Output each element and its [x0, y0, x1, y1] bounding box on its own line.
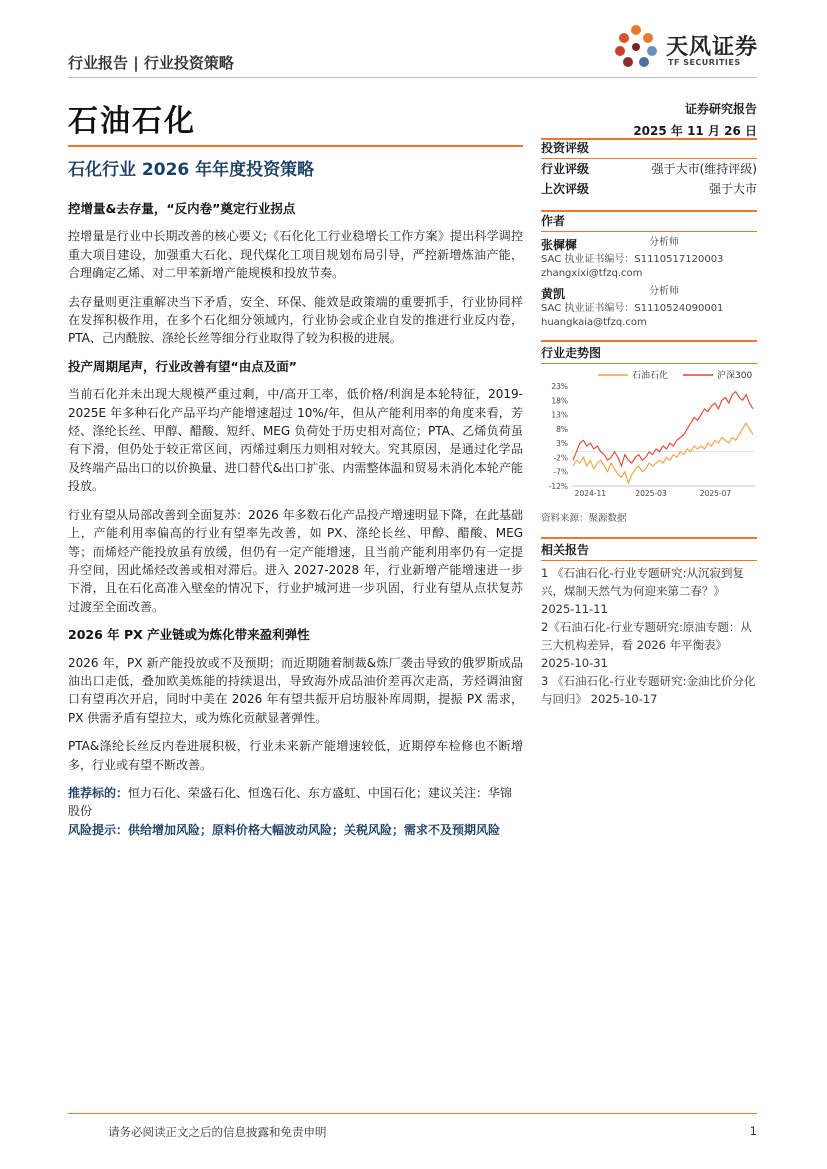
legend-label: 沪深300	[717, 371, 753, 381]
y-tick-label: 8%	[556, 424, 568, 434]
paragraph: 去存量则更注重解决当下矛盾，安全、环保、能效是政策端的重要抓手，行业协同样在发挥积极作用，在多个石化细分领域内，行业协会或企业自发的推进行业反内卷，PTA、己内酰胺、涤纶长丝等细分行业取得了较为积极的进展。	[68, 294, 523, 346]
recommendation	[68, 784, 523, 821]
section-heading: 投产周期尾声，行业改善有望“由点及面”	[68, 358, 297, 374]
paragraph: 控增量是行业中长期改善的核心要义;《石化化工行业稳增长工作方案》提出科学调控重大项目建设，加强重大石化、现代煤化工项目规划布局引导，严控新增炼油产能，合理确定乙烯、对二甲苯新增产能规模和投放节奏。	[68, 229, 523, 281]
y-tick-label: -7%	[553, 467, 568, 477]
logo-en: TF SECURITIES	[668, 58, 741, 67]
header-divider	[68, 77, 757, 78]
prev-rating-label: 上次评级	[541, 182, 590, 196]
related-report-text: 2《石油石化-行业专题研究:原油专题：从三大机构差异，看 2026 年平衡表》	[541, 620, 752, 652]
related-rule	[541, 537, 757, 539]
related-heading: 相关报告	[541, 543, 590, 557]
section-heading: 控增量&去存量，“反内卷”奠定行业拐点	[68, 201, 296, 216]
trend-rule-2	[541, 363, 757, 364]
paragraph: 行业有望从局部改善到全面复苏：2026 年多数石化产品投产增速明显下降，在此基础上，产能利用率偏高的行业有望率先改善，如 PX、涤纶长丝、甲醇、醋酸、MEG 等；而烯烃产能投放虽有放缓，但仍有一定产能增速，且当前产能利用率仍有一定提升空间，因此烯烃改善或相对滞后。进入 2027-2028 年，行业新增产能增速进一步下滑，且在石化高准入壁垒的情况下，行业护城河进一步巩固，行业有望从点状复苏过渡至全面改善。	[68, 507, 523, 614]
title-rule	[68, 145, 523, 147]
trend-heading: 行业走势图	[541, 346, 602, 360]
x-tick-label: 2025-07	[699, 489, 732, 498]
prev-rating-row	[541, 179, 757, 199]
series-line-石油石化	[573, 423, 753, 483]
prev-rating-value: 强于大市	[708, 182, 757, 196]
legend-label: 石油石化	[632, 371, 669, 381]
risk-warning	[68, 821, 523, 839]
related-report-1[interactable]	[541, 564, 757, 618]
trend-chart	[541, 366, 757, 500]
related-block	[541, 540, 757, 708]
paragraph: PTA&涤纶长丝反内卷进展积极，行业未来新产能增速较低，近期停车检修也不断增多，行业或有望不断改善。	[68, 739, 523, 772]
y-tick-label: 13%	[551, 410, 568, 420]
related-report-text: 1 《石油石化-行业专题研究:从沉寂到复兴，煤制天然气为何迎来第二春？》	[541, 566, 744, 598]
x-tick-label: 2024-11	[574, 489, 607, 498]
author-role: 分析师	[649, 286, 679, 297]
author-cert: SAC 执业证书编号：S1110524090001	[541, 303, 724, 314]
rating-value: 强于大市(维持评级)	[651, 162, 757, 176]
footer-rule	[68, 1113, 757, 1114]
logo-icon	[612, 22, 664, 72]
related-report-3[interactable]	[541, 672, 757, 708]
paragraph: 当前石化并未出现大规模严重过剩，中/高开工率，低价格/利润是本轮特征，2019-2025E 年多种石化产品平均产能增速超过 10%/年，但从产能利用率的角度来看，芳烃、涤纶长丝、甲醇、醋酸、短纤、MEG 负荷处于历史相对高位；PTA、乙烯负荷虽有下滑，但仍处于较正常区间，丙烯过剩压力则相对较大。究其原因，是通过化学品及终端产品出口的以价换量、进口替代&出口扩张、内需整体温和贸易未消化本轮产能投放。	[68, 387, 523, 494]
author-heading: 作者	[541, 214, 566, 228]
y-tick-label: -12%	[548, 482, 568, 491]
rating-row	[541, 159, 757, 179]
author-2	[541, 285, 757, 330]
rating-block	[541, 138, 757, 199]
industry-title: 石油石化	[68, 104, 196, 139]
series-line-沪深300	[573, 392, 753, 466]
author-name: 黄凯	[541, 287, 566, 301]
y-tick-label: -2%	[553, 453, 568, 463]
trend-rule	[541, 340, 757, 342]
y-tick-label: 18%	[551, 396, 568, 406]
page-number: 1	[749, 1124, 757, 1138]
author-email[interactable]: huangkaia@tfzq.com	[541, 317, 647, 328]
x-tick-label: 2025-03	[635, 489, 667, 498]
recommend-text: 恒力石化、荣盛石化、恒逸石化、东方盛虹、中国石化；建议关注：华锦股份	[68, 785, 513, 819]
related-report-date: 2025-11-11	[541, 602, 608, 616]
risk-label: 风险提示：	[68, 822, 129, 837]
author-role: 分析师	[649, 237, 679, 248]
recommend-label: 推荐标的：	[68, 785, 129, 800]
y-tick-label: 3%	[556, 439, 568, 449]
report-type: 证券研究报告	[684, 102, 757, 116]
footer-disclaimer[interactable]: 请务必阅读正文之后的信息披露和免责申明	[108, 1125, 327, 1139]
main-content	[68, 200, 523, 839]
logo-cn: 天风证券	[666, 35, 759, 60]
related-report-date: 2025-10-31	[541, 656, 608, 670]
related-report-2[interactable]	[541, 618, 757, 672]
risk-text: 供给增加风险；原料价格大幅波动风险；关税风险；需求不及预期风险	[128, 822, 501, 837]
report-category: 行业报告 | 行业投资策略	[68, 54, 234, 72]
report-date: 2025 年 11 月 26 日	[633, 124, 757, 138]
author-1	[541, 236, 757, 281]
author-cert: SAC 执业证书编号：S1110517120003	[541, 254, 724, 265]
author-email[interactable]: zhangxixi@tfzq.com	[541, 268, 643, 279]
paragraph: 2026 年，PX 新产能投放或不及预期；而近期随着制裁&炼厂袭击导致的俄罗斯成品油出口走低，叠加欧美炼能的持续退出，导致海外成品油价差再次走高，芳烃调油窗口有望再次开启，同时中美在 2026 年有望共振开启坊服补库周期，提振 PX 需求，PX 供需矛盾有望拉大，或为炼化贡献显著弹性。	[68, 655, 523, 725]
chart-source: 资料来源：聚源数据	[541, 513, 627, 524]
rating-label: 行业评级	[541, 162, 590, 176]
y-tick-label: 23%	[551, 382, 568, 391]
author-name: 张樨樨	[541, 238, 578, 252]
related-report-date: 2025-10-17	[590, 692, 658, 706]
footer	[68, 1118, 757, 1140]
rating-heading: 投资评级	[541, 141, 590, 155]
report-title: 石化行业 2026 年年度投资策略	[68, 160, 315, 180]
related-report-text: 3 《石油石化-行业专题研究:金油比价分化与回归》	[541, 674, 756, 706]
author-block	[541, 211, 757, 330]
section-heading: 2026 年 PX 产业链或为炼化带来盈利弹性	[68, 627, 310, 643]
